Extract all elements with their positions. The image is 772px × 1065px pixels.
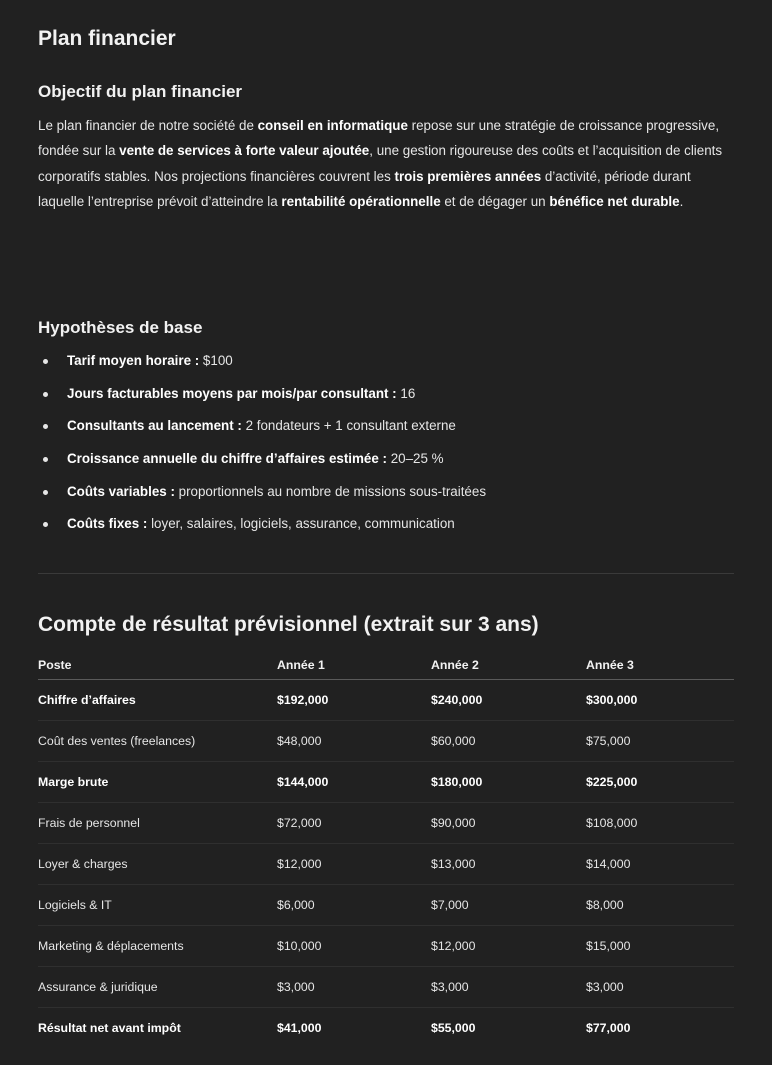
objective-paragraph	[38, 113, 738, 214]
column-header: Année 2	[431, 650, 586, 680]
table-cell: $10,000	[277, 926, 431, 967]
income-statement-heading: Compte de résultat prévisionnel (extrait sur 3 ans)	[38, 613, 539, 636]
table-cell: $75,000	[586, 721, 734, 762]
bullet-icon	[43, 457, 48, 462]
bullet-icon	[43, 392, 48, 397]
row-label: Frais de personnel	[38, 803, 277, 844]
table-cell: $48,000	[277, 721, 431, 762]
row-label: Marge brute	[38, 762, 277, 803]
table-cell: $15,000	[586, 926, 734, 967]
hypothesis-label: Croissance annuelle du chiffre d’affaires estimée :	[67, 451, 387, 467]
table-row	[38, 680, 734, 721]
row-label: Résultat net avant impôt	[38, 1021, 181, 1035]
table-cell: $72,000	[277, 803, 431, 844]
row-label: Chiffre d’affaires	[38, 680, 277, 721]
section-divider	[38, 573, 734, 574]
row-label: Loyer & charges	[38, 844, 277, 885]
row-label: Coût des ventes (freelances)	[38, 721, 277, 762]
table-cell: $225,000	[586, 762, 734, 803]
objective-text: , une gestion rigoureuse des coûts et l’acquisition de clients corporatifs stables. Nos projections financières couvrent les	[38, 143, 723, 184]
table-cell: $55,000	[431, 1021, 476, 1035]
hypothesis-value: proportionnels au nombre de missions sous-traitées	[174, 483, 487, 499]
table-cell: $180,000	[431, 762, 586, 803]
table-cell: $12,000	[277, 844, 431, 885]
objective-emphasis: vente de services à forte valeur ajoutée	[119, 143, 370, 159]
list-item	[38, 382, 738, 415]
bullet-icon	[43, 359, 48, 364]
table-cell: $14,000	[586, 844, 734, 885]
list-item	[38, 447, 738, 480]
table-cell: $12,000	[431, 926, 586, 967]
table-cell: $6,000	[277, 885, 431, 926]
table-row	[38, 721, 734, 762]
bullet-icon	[43, 490, 48, 495]
table-cell: $90,000	[431, 803, 586, 844]
table-cell: $240,000	[431, 680, 586, 721]
table-cell: $3,000	[277, 967, 431, 1008]
objective-text: et de dégager un	[440, 193, 550, 209]
bullet-icon	[43, 522, 48, 527]
row-label: Logiciels & IT	[38, 885, 277, 926]
table-cell: $41,000	[277, 1021, 322, 1035]
table-cell: $3,000	[586, 967, 734, 1008]
hypothesis-value: 20–25 %	[387, 451, 444, 467]
table-cell: $144,000	[277, 762, 431, 803]
table-cell: $3,000	[431, 967, 586, 1008]
objective-text: repose sur une stratégie de croissance progressive, fondée sur la	[38, 118, 720, 159]
hypothesis-label: Jours facturables moyens par mois/par consultant :	[67, 385, 397, 401]
column-header: Poste	[38, 650, 277, 680]
column-header: Année 3	[586, 650, 734, 680]
objective-text: .	[679, 193, 684, 209]
table-cell: $60,000	[431, 721, 586, 762]
hypothesis-label: Coûts variables :	[67, 483, 175, 499]
table-row	[38, 967, 734, 1008]
page-title: Plan financier	[38, 27, 176, 50]
row-label: Assurance & juridique	[38, 967, 277, 1008]
table-cell: $13,000	[431, 844, 586, 885]
list-item	[38, 480, 738, 513]
hypothesis-value: loyer, salaires, logiciels, assurance, communication	[147, 516, 455, 532]
table-cell: $7,000	[431, 885, 586, 926]
list-item	[38, 512, 738, 545]
objective-emphasis: trois premières années	[394, 168, 542, 184]
table-cell: $192,000	[277, 680, 431, 721]
table-row	[38, 1008, 734, 1049]
table-cell: $77,000	[586, 1021, 631, 1035]
objective-text: Le plan financier de notre société de	[38, 118, 258, 133]
hypothesis-label: Consultants au lancement :	[67, 418, 242, 434]
list-item	[38, 349, 738, 382]
objective-text: d’activité, période durant laquelle l’entreprise prévoit d’atteindre la	[38, 168, 691, 209]
table-row	[38, 844, 734, 885]
list-item	[38, 414, 738, 447]
table-cell: $300,000	[586, 680, 734, 721]
objective-emphasis: rentabilité opérationnelle	[281, 193, 441, 209]
hypothesis-value: 2 fondateurs + 1 consultant externe	[241, 418, 456, 434]
hypotheses-list	[38, 349, 738, 545]
objective-emphasis: bénéfice net durable	[549, 193, 680, 209]
table-row	[38, 803, 734, 844]
table-cell: $108,000	[586, 803, 734, 844]
hypotheses-heading: Hypothèses de base	[38, 318, 203, 337]
table-row	[38, 885, 734, 926]
bullet-icon	[43, 424, 48, 429]
table-cell: $8,000	[586, 885, 734, 926]
objective-heading: Objectif du plan financier	[38, 82, 243, 101]
table-header-row	[38, 650, 734, 680]
row-label: Marketing & déplacements	[38, 926, 277, 967]
hypothesis-value: 16	[396, 385, 416, 401]
hypothesis-label: Tarif moyen horaire :	[67, 353, 200, 368]
income-statement-table	[38, 650, 734, 1048]
objective-emphasis: conseil en informatique	[257, 118, 408, 133]
hypothesis-value: $100	[199, 353, 233, 368]
hypothesis-label: Coûts fixes :	[67, 516, 148, 532]
column-header: Année 1	[277, 650, 431, 680]
table-row	[38, 926, 734, 967]
table-row	[38, 762, 734, 803]
